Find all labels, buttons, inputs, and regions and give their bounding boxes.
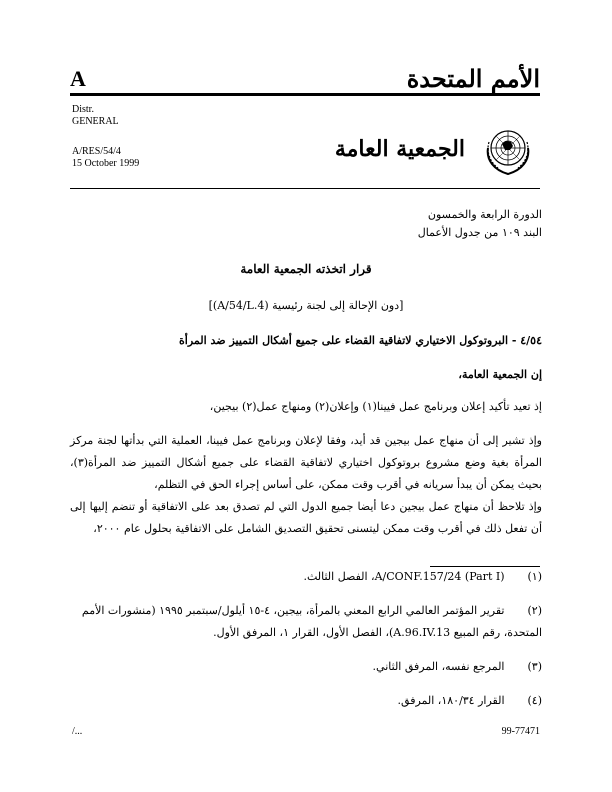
paragraph-preamble: إن الجمعية العامة، <box>458 368 542 381</box>
job-number: 99-77471 <box>501 726 540 737</box>
document-series-letter: A <box>70 66 86 91</box>
referral-note: [دون الإحالة إلى لجنة رئيسية (A/54/L.4)] <box>208 299 404 312</box>
footnote-number: (١) <box>527 570 542 583</box>
organization-name: الأمم المتحدة <box>406 64 540 93</box>
distr-label: Distr. <box>72 104 94 115</box>
footnote-text: A/CONF.157/24 (Part I)، الفصل الثالث. <box>303 570 505 583</box>
paragraph-recalling: وإذ تشير إلى أن منهاج عمل بيجين قد أيد، وفقا لإعلان وبرنامج عمل فيينا، العملية التي بدأتها لجنة مركز المرأة بغية وضع مشروع بروتوكول اختياري لاتفاقية القضاء على جميع أشكال التمييز ضد المرأة(٣)، بحيث يمكن أن يبدأ سريانه في أقرب وقت ممكن، على أساس إجراء الحق في التظلم، <box>70 434 542 491</box>
resolution-title: ٤/٥٤ - البروتوكول الاختياري لاتفاقية القضاء على جميع أشكال التمييز ضد المرأة <box>179 334 542 347</box>
document-type-heading: قرار اتخذته الجمعية العامة <box>240 262 372 276</box>
document-date: 15 October 1999 <box>72 158 140 169</box>
footnote-2 <box>70 600 542 644</box>
un-emblem-icon <box>480 122 536 178</box>
footnote-number: (٤) <box>527 694 542 707</box>
footnote-4 <box>70 690 542 712</box>
header-rule-top <box>70 93 540 96</box>
document-symbol: A/RES/54/4 <box>72 146 121 157</box>
general-assembly-title: الجمعية العامة <box>334 136 465 162</box>
session-line-1: الدورة الرابعة والخمسون <box>427 208 542 221</box>
paragraph-noting: وإذ تلاحظ أن منهاج عمل بيجين دعا أيضا جميع الدول التي لم تصدق بعد على الاتفاقية أو تنضم إليها إلى أن تفعل ذلك في أقرب وقت ممكن ليتسنى تحقيق التصديق الشامل على الاتفاقية بحلول عام ٢٠٠٠، <box>70 500 542 535</box>
footnote-number: (٣) <box>527 660 542 673</box>
distribution-value: GENERAL <box>72 116 119 127</box>
continued-marker: /... <box>72 726 83 737</box>
footnote-3 <box>70 656 542 678</box>
header-rule-bottom <box>70 188 540 189</box>
footnote-text: تقرير المؤتمر العالمي الرابع المعني بالمرأة، بيجين، ٤-١٥ أيلول/سبتمبر ١٩٩٥ (منشورات الأمم المتحدة، رقم المبيع A.96.IV.13)، الفصل الأول، القرار ١، المرفق الأول. <box>81 604 542 639</box>
paragraph-reaffirming: إذ تعيد تأكيد إعلان وبرنامج عمل فيينا(١) وإعلان(٢) ومنهاج عمل(٢) بيجين، <box>209 400 542 413</box>
session-line-2: البند ١٠٩ من جدول الأعمال <box>417 226 542 239</box>
footnote-text: المرجع نفسه، المرفق الثاني. <box>372 660 505 673</box>
footnote-1 <box>70 566 542 588</box>
footnote-text: القرار ١٨٠/٣٤، المرفق. <box>397 694 505 707</box>
footnote-number: (٢) <box>527 604 542 617</box>
